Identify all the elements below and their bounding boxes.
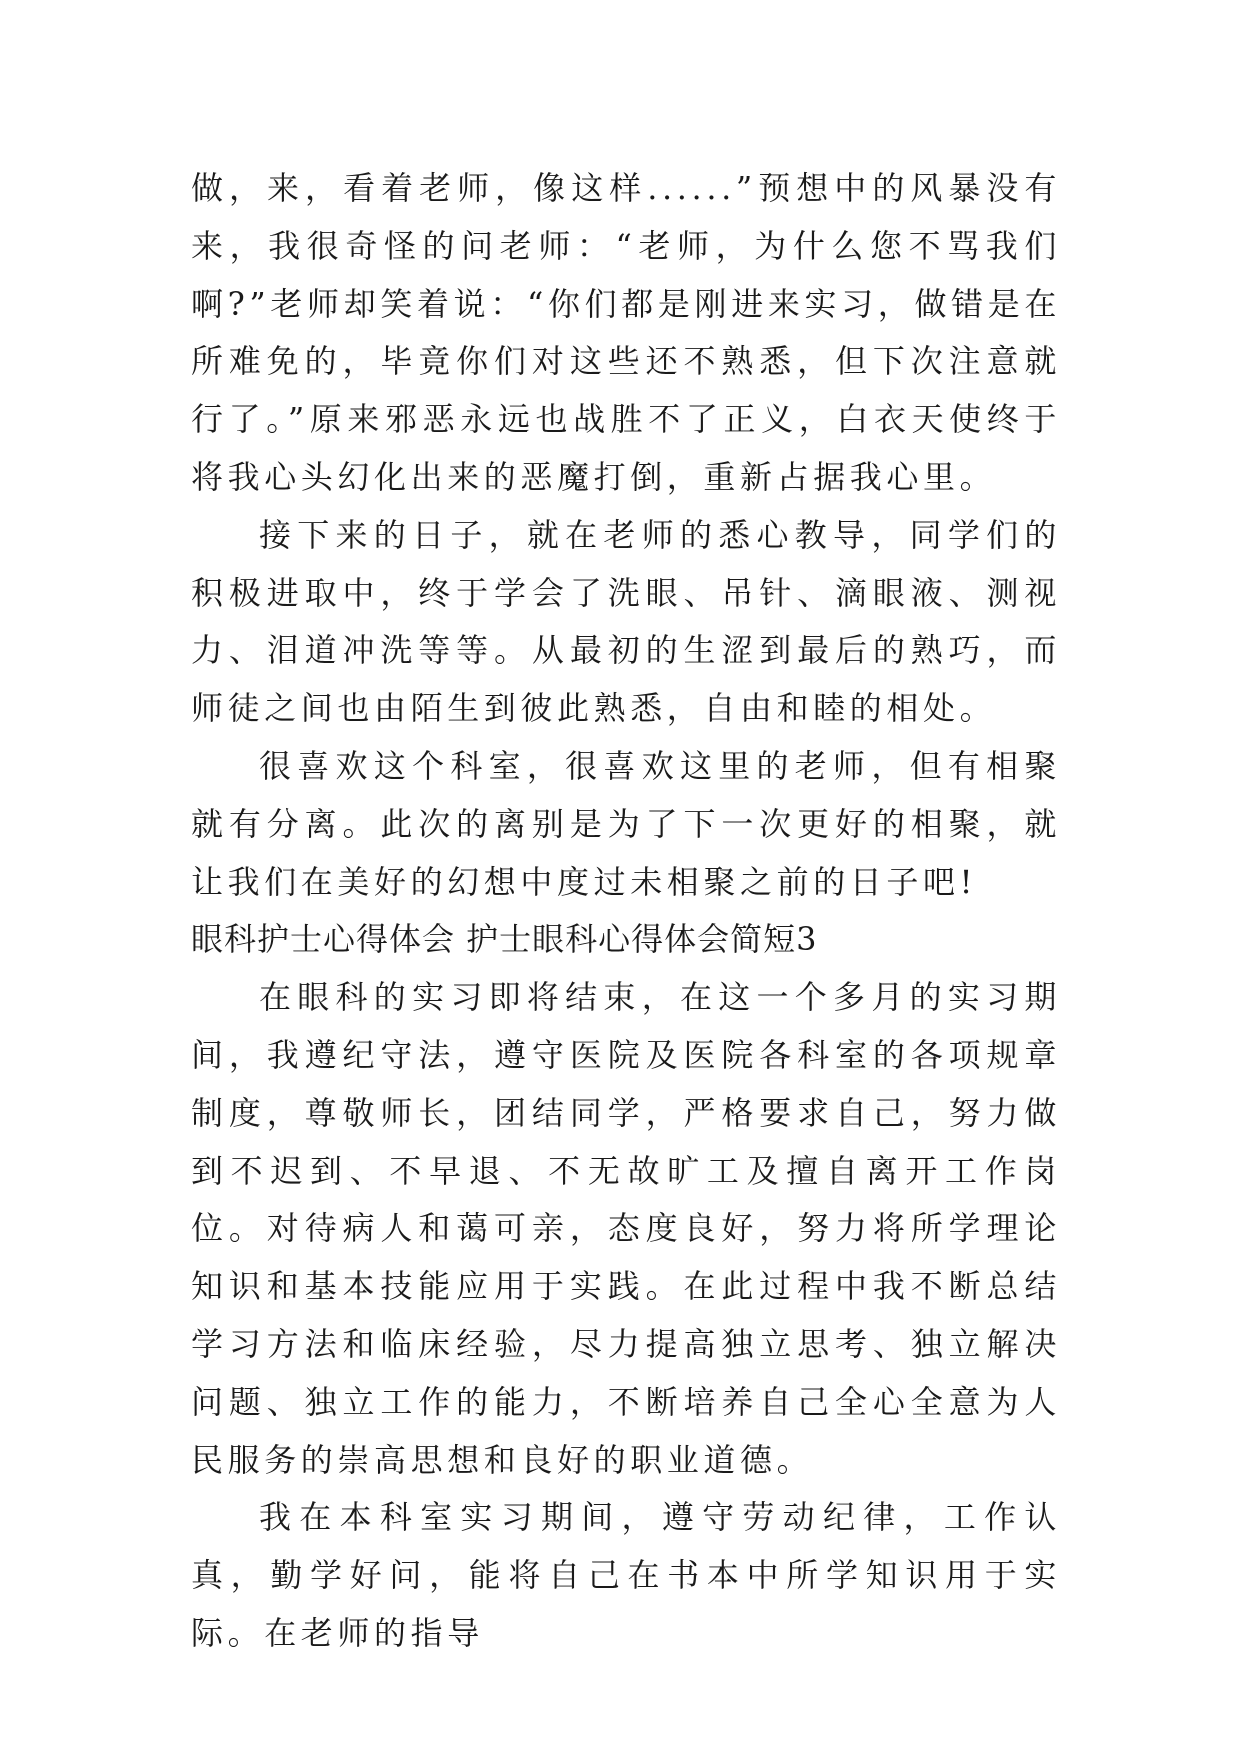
paragraph-3: 很喜欢这个科室，很喜欢这里的老师，但有相聚就有分离。此次的离别是为了下一次更好的相聚，就让我们在美好的幻想中度过未相聚之前的日子吧! (191, 746, 1061, 901)
paragraph-4: 在眼科的实习即将结束，在这一个多月的实习期间，我遵纪守法，遵守医院及医院各科室的各项规章制度，尊敬师长，团结同学，严格要求自己，努力做到不迟到、不早退、不无故旷工及擅自离开工作岗位。对待病人和蔼可亲，态度良好，努力将所学理论知识和基本技能应用于实践。在此过程中我不断总结学习方法和临床经验，尽力提高独立思考、独立解决问题、独立工作的能力，不断培养自己全心全意为人民服务的崇高思想和良好的职业道德。 (191, 978, 1061, 1479)
document-body (191, 160, 1061, 1663)
paragraph-2: 接下来的日子，就在老师的悉心教导，同学们的积极进取中，终于学会了洗眼、吊针、滴眼液、测视力、泪道冲洗等等。从最初的生涩到最后的熟巧，而师徒之间也由陌生到彼此熟悉，自由和睦的相处。 (191, 515, 1061, 728)
section-heading: 眼科护士心得体会 护士眼科心得体会简短3 (191, 920, 818, 959)
paragraph-1: 做，来，看着老师，像这样......”预想中的风暴没有来，我很奇怪的问老师：“老师，为什么您不骂我们啊?”老师却笑着说：“你们都是刚进来实习，做错是在所难免的，毕竟你们对这些还不熟悉，但下次注意就行了。”原来邪恶永远也战胜不了正义，白衣天使终于将我心头幻化出来的恶魔打倒，重新占据我心里。 (191, 169, 1061, 496)
paragraph-5: 我在本科室实习期间，遵守劳动纪律，工作认真，勤学好问，能将自己在书本中所学知识用于实际。在老师的指导 (191, 1498, 1061, 1652)
